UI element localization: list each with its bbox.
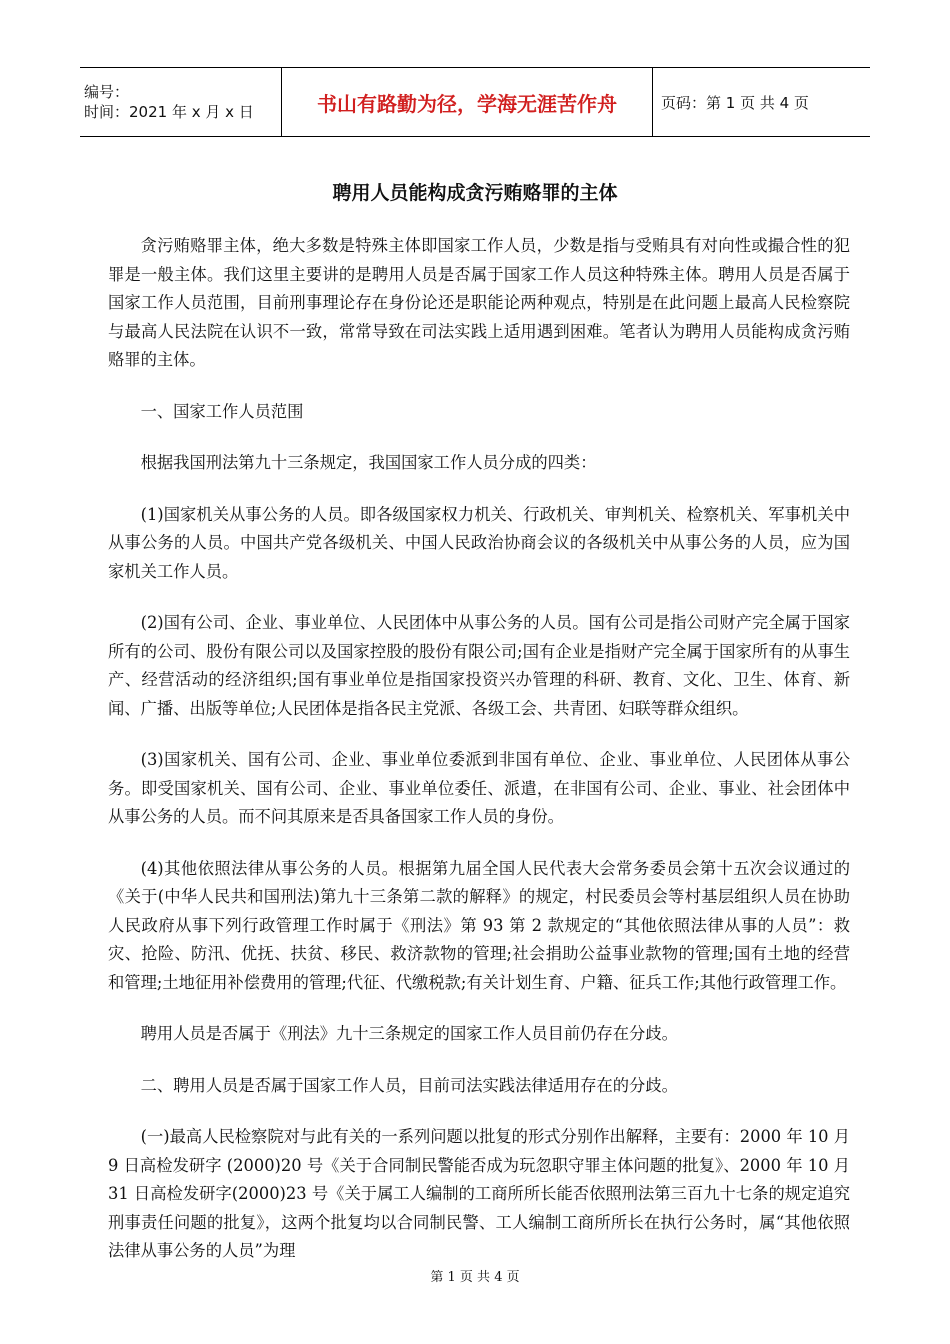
page-footer: 第 1 页 共 4 页 [430, 1270, 520, 1285]
document-body [108, 232, 850, 1289]
document-header [80, 67, 870, 137]
document-number: 编号： [84, 83, 130, 101]
section-heading: 二、聘用人员是否属于国家工作人员，目前司法实践法律适用存在的分歧。 [140, 1075, 678, 1095]
paragraph: (4)其他依照法律从事公务的人员。根据第九届全国人民代表大会常务委员会第十五次会议通过的《关于(中华人民共和国刑法)第九十三条第二款的解释》的规定，村民委员会等村基层组织人员在协助人民政府从事下列行政管理工作时属于《刑法》第 93 第 2 款规定的“其他依照法律从事的人员”：救灾、抢险、防汛、优抚、扶贫、移民、救济款物的管理;社会捐助公益事业款物的管理;国有土地的经营和管理;土地征用补偿费用的管理;代征、代缴税款;有关计划生育、户籍、征兵工作;其他行政管理工作。 [108, 858, 850, 992]
paragraph: (3)国家机关、国有公司、企业、事业单位委派到非国有单位、企业、事业单位、人民团体从事公务。即受国家机关、国有公司、企业、事业单位委任、派遣，在非国有公司、企业、事业、社会团体中从事公务的人员。而不问其原来是否具备国家工作人员的身份。 [108, 750, 850, 826]
header-meta [80, 68, 282, 137]
header-motto: 书山有路勤为径，学海无涯苦作舟 [317, 91, 617, 116]
header-page-info: 页码：第 1 页 共 4 页 [653, 68, 871, 137]
paragraph: (1)国家机关从事公务的人员。即各级国家权力机关、行政机关、审判机关、检察机关、军事机关中从事公务的人员。中国共产党各级机关、中国人民政治协商会议的各级机关中从事公务的人员，应为国家机关工作人员。 [108, 504, 850, 581]
paragraph: 贪污贿赂罪主体，绝大多数是特殊主体即国家工作人员，少数是指与受贿具有对向性或撮合性的犯罪是一般主体。我们这里主要讲的是聘用人员是否属于国家工作人员这种特殊主体。聘用人员是否属于国家工作人员范围，目前刑事理论存在身份论还是职能论两种观点，特别是在此问题上最高人民检察院与最高人民法院在认识不一致，常常导致在司法实践上适用遇到困难。笔者认为聘用人员能构成贪污贿赂罪的主体。 [108, 236, 850, 369]
paragraph: 聘用人员是否属于《刑法》九十三条规定的国家工作人员目前仍存在分歧。 [140, 1024, 678, 1043]
section-heading: 一、国家工作人员范围 [140, 401, 304, 421]
document-date: 时间：2021 年 x 月 x 日 [84, 103, 254, 121]
header-motto-cell [282, 68, 653, 137]
document-title: 聘用人员能构成贪污贿赂罪的主体 [332, 182, 618, 204]
paragraph: (一)最高人民检察院对与此有关的一系列问题以批复的形式分别作出解释，主要有：2000 年 10 月 9 日高检发研字 (2000)20 号《关于合同制民警能否成为玩忽职守罪主体问题的批复》、2000 年 10 月 31 日高检发研字(2000)23 号《关于属工人编制的工商所所长能否依照刑法第三百九十七条的规定追究刑事责任问题的批复》，这两个批复均以合同制民警、工人编制工商所所长在执行公务时，属“其他依照法律从事公务的人员”为理 [108, 1127, 850, 1260]
paragraph: (2)国有公司、企业、事业单位、人民团体中从事公务的人员。国有公司是指公司财产完全属于国家所有的公司、股份有限公司以及国家控股的股份有限公司;国有企业是指财产完全属于国家所有的从事生产、经营活动的经济组织;国有事业单位是指国家投资兴办管理的科研、教育、文化、卫生、体育、新闻、广播、出版等单位;人民团体是指各民主党派、各级工会、共青团、妇联等群众组织。 [108, 613, 850, 718]
paragraph: 根据我国刑法第九十三条规定，我国国家工作人员分成的四类： [140, 453, 597, 472]
